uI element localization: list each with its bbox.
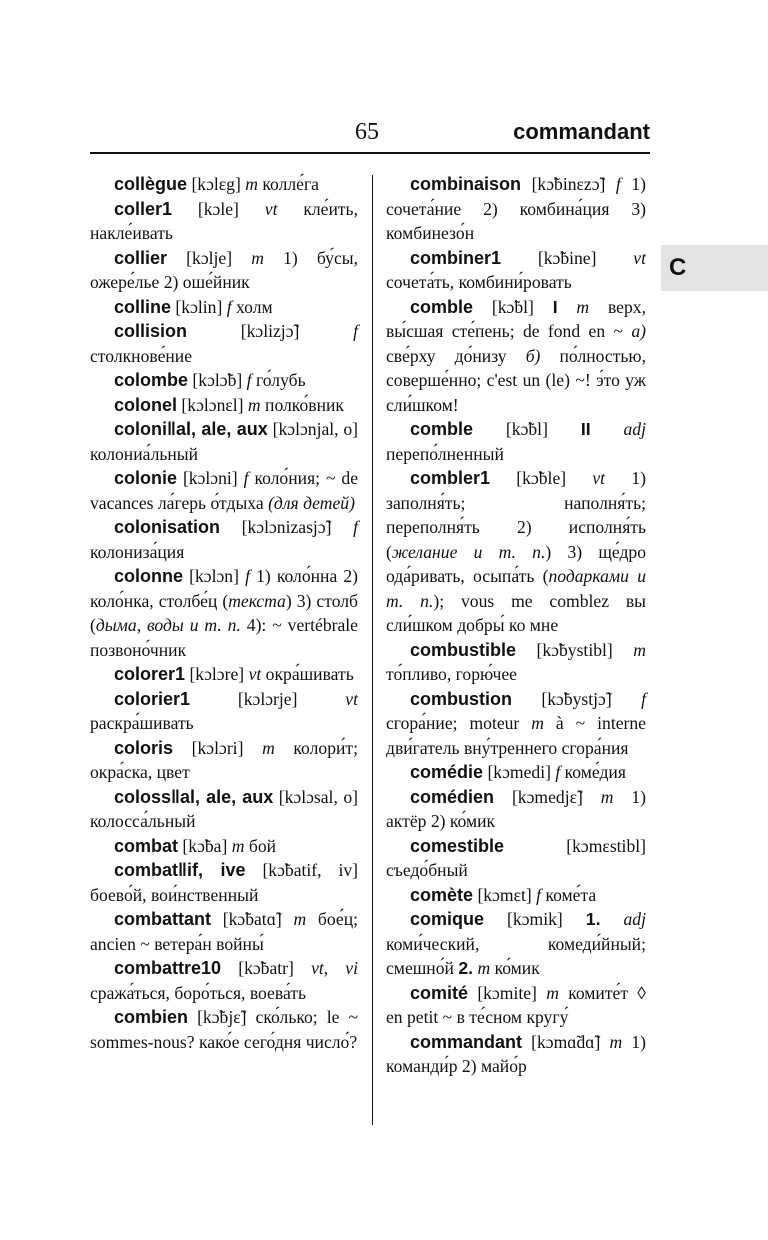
grammar-label: vt bbox=[633, 247, 646, 268]
transcription: [kɔlizjɔ̃] bbox=[240, 321, 300, 341]
grammar-label: дыма, воды и т. п. bbox=[95, 615, 241, 635]
dictionary-entry bbox=[90, 956, 358, 1005]
transcription: [kɔlɔsal, o] bbox=[278, 786, 358, 807]
transcription: [kɔlin] bbox=[175, 296, 223, 317]
thumb-index-tab bbox=[661, 245, 768, 291]
grammar-label: текста bbox=[228, 590, 286, 611]
translation: колори́т; окра́ска, цвет bbox=[90, 737, 358, 782]
homonym-superscript: 1 bbox=[180, 688, 191, 709]
dictionary-entry bbox=[90, 368, 358, 393]
headword: combustion bbox=[410, 688, 512, 709]
headword: collision bbox=[114, 321, 188, 341]
grammar-label: f bbox=[243, 468, 249, 488]
grammar-label: f bbox=[353, 321, 358, 341]
transcription: [kɔlɔn] bbox=[189, 566, 239, 586]
headword: coloris bbox=[114, 737, 174, 758]
dictionary-entry bbox=[386, 638, 646, 687]
headword: combat bbox=[114, 835, 179, 856]
headword: colonie bbox=[114, 468, 178, 488]
grammar-label: f bbox=[246, 370, 252, 390]
translation: сгора́ние; moteur bbox=[386, 713, 520, 733]
headword: colombe bbox=[114, 370, 189, 390]
translation: перепо́лненный bbox=[386, 443, 504, 464]
translation: 4): ~ vertébrale позвоно́чник bbox=[90, 615, 358, 660]
transcription: [kɔ̃binɛzɔ̃] bbox=[531, 174, 606, 194]
grammar-label: m bbox=[231, 835, 245, 856]
grammar-label: m bbox=[576, 296, 590, 317]
dictionary-entry bbox=[386, 981, 646, 1030]
grammar-label: vt bbox=[592, 468, 606, 488]
headword: comble bbox=[410, 296, 474, 317]
transcription: [kɔ̃bystjɔ̃] bbox=[541, 688, 612, 709]
headword: comète bbox=[410, 884, 474, 905]
headword: coloni‖al, ale, aux bbox=[114, 419, 268, 439]
headword: coloss‖al, ale, aux bbox=[114, 786, 274, 807]
grammar-label: f bbox=[641, 688, 646, 709]
translation: коме́дия bbox=[564, 762, 626, 782]
grammar-label: f bbox=[353, 517, 358, 537]
headword: colonne bbox=[114, 566, 184, 586]
translation: сража́ться, боро́ться, воева́ть bbox=[90, 982, 307, 1003]
transcription: [kɔmɛt] bbox=[477, 884, 532, 905]
transcription: [kɔmedjɛ̃] bbox=[511, 786, 583, 807]
dictionary-entry bbox=[90, 907, 358, 956]
dictionary-entry bbox=[90, 785, 358, 834]
grammar-label: m bbox=[477, 958, 491, 978]
translation: à ~ interne дви́гатель вну́треннего сгора́ния bbox=[386, 713, 646, 758]
grammar-label: vt bbox=[248, 664, 262, 684]
dictionary-entry bbox=[90, 736, 358, 785]
translation: коми́ческий, комеди́йный; смешно́й bbox=[386, 933, 646, 978]
grammar-label: а) bbox=[631, 321, 646, 341]
transcription: [kɔmɛstibl] bbox=[566, 835, 646, 856]
transcription: [kɔlɔrje] bbox=[237, 688, 298, 709]
transcription: [kɔ̃batr] bbox=[238, 958, 294, 978]
dictionary-entry bbox=[386, 246, 646, 295]
homonym-superscript: 1 bbox=[491, 247, 502, 268]
headword: colorier bbox=[114, 688, 181, 709]
grammar-label: m bbox=[609, 1031, 623, 1052]
dictionary-entry bbox=[90, 197, 358, 246]
translation: ко́мик bbox=[494, 958, 540, 978]
homonym-superscript: 1 bbox=[480, 468, 491, 488]
grammar-label: f bbox=[536, 884, 542, 905]
grammar-label: (для детей) bbox=[268, 492, 355, 513]
dictionary-entry bbox=[386, 785, 646, 834]
grammar-label: vt bbox=[264, 198, 278, 219]
sense-number: 2. bbox=[458, 958, 474, 978]
headword: coller bbox=[114, 198, 163, 219]
translation: колле́га bbox=[262, 174, 319, 194]
headword: combinaison bbox=[410, 174, 522, 194]
homonym-superscript: 1 bbox=[162, 198, 173, 219]
translation: кле́ить, накле́ивать bbox=[90, 198, 358, 243]
translation: бой bbox=[248, 835, 277, 856]
dictionary-entry bbox=[90, 172, 358, 197]
translation: съедо́бный bbox=[386, 860, 468, 880]
grammar-label: m bbox=[262, 737, 275, 758]
transcription: [kɔle] bbox=[197, 198, 239, 219]
grammar-label: f bbox=[245, 566, 250, 586]
headword: combat‖if, ive bbox=[114, 860, 246, 880]
grammar-label: m bbox=[251, 247, 264, 268]
headword: comédie bbox=[410, 762, 484, 782]
sense-number: I bbox=[552, 296, 558, 317]
headword: comité bbox=[410, 982, 469, 1003]
dictionary-entry bbox=[386, 1030, 646, 1079]
homonym-superscript: 10 bbox=[201, 958, 222, 978]
dictionary-entry bbox=[90, 662, 358, 687]
dictionary-entry bbox=[90, 515, 358, 564]
transcription: [kɔlɔnɛl] bbox=[181, 394, 244, 415]
column-divider bbox=[372, 175, 373, 1125]
translation: столкнове́ние bbox=[90, 345, 193, 366]
transcription: [kɔ̃batɑ̃] bbox=[222, 909, 282, 929]
headword: combustible bbox=[410, 639, 517, 660]
grammar-label: б) bbox=[525, 345, 541, 366]
transcription: [kɔlɔre] bbox=[189, 664, 245, 684]
translation: то́пливо, горю́чее bbox=[386, 664, 517, 684]
translation: колониза́ция bbox=[90, 541, 185, 562]
translation: холм bbox=[236, 296, 273, 317]
transcription: [kɔ̃bine] bbox=[537, 247, 597, 268]
headword: comble bbox=[410, 419, 474, 439]
transcription: [kɔmedi] bbox=[487, 762, 551, 782]
translation: ); vous me comblez вы сли́шком добры́ ко мне bbox=[386, 590, 646, 635]
transcription: [kɔlɛg] bbox=[191, 174, 241, 194]
translation: ) 3) столб ( bbox=[90, 590, 358, 635]
headword: collègue bbox=[114, 174, 188, 194]
headword: combattant bbox=[114, 909, 212, 929]
dictionary-entry bbox=[90, 417, 358, 466]
dictionary-entry bbox=[90, 858, 358, 907]
translation: 1) команди́р 2) майо́р bbox=[386, 1031, 646, 1076]
thumb-index-letter: C bbox=[669, 254, 687, 281]
transcription: [kɔ̃ble] bbox=[516, 468, 567, 488]
translation: раскра́шивать bbox=[90, 713, 194, 733]
grammar-label: vt, vi bbox=[311, 958, 358, 978]
homonym-superscript: 1 bbox=[175, 664, 186, 684]
translation: 1) заполня́ть; наполня́ть; переполня́ть 2) исполня́ть ( bbox=[386, 468, 646, 562]
dictionary-entry bbox=[90, 1005, 358, 1054]
grammar-label: m bbox=[293, 909, 307, 929]
headword: colonisation bbox=[114, 517, 221, 537]
translation: полко́вник bbox=[265, 394, 344, 415]
transcription: [kɔ̃bl] bbox=[505, 419, 548, 439]
grammar-label: m bbox=[600, 786, 614, 807]
translation: го́лубь bbox=[255, 370, 306, 390]
grammar-label: m bbox=[245, 174, 258, 194]
translation: бое́ц; ancien ~ ветера́н войны́ bbox=[90, 909, 358, 954]
translation: комите́т ◊ en petit ~ в те́сном кругу́ bbox=[386, 982, 647, 1027]
dictionary-entry bbox=[90, 564, 358, 662]
dictionary-entry bbox=[90, 466, 358, 515]
transcription: [kɔ̃bjɛ̃] bbox=[197, 1007, 247, 1027]
dictionary-entry bbox=[386, 295, 646, 418]
headword: colline bbox=[114, 296, 172, 317]
transcription: [kɔlje] bbox=[186, 247, 233, 268]
transcription: [kɔmɑ̃dɑ̃] bbox=[531, 1031, 601, 1052]
transcription: [kɔ̃batif, iv] bbox=[262, 860, 358, 880]
translation: верх, вы́сшая сте́пень; de fond en ~ bbox=[386, 296, 646, 341]
grammar-label: f bbox=[226, 296, 232, 317]
headword: colonel bbox=[114, 394, 178, 415]
dictionary-entry bbox=[386, 760, 646, 785]
dictionary-entry bbox=[386, 883, 646, 908]
translation: колониа́льный bbox=[90, 443, 199, 464]
translation: ско́лько; le ~ sommes-nous? како́е сего́дня число́? bbox=[90, 1007, 358, 1052]
grammar-label: желание и т. п. bbox=[391, 541, 546, 562]
left-column bbox=[90, 172, 358, 1054]
translation: све́рху до́низу bbox=[386, 345, 507, 366]
headword: comédien bbox=[410, 786, 495, 807]
running-head: commandant bbox=[513, 119, 650, 144]
transcription: [kɔ̃bl] bbox=[491, 296, 534, 317]
dictionary-entry bbox=[386, 466, 646, 638]
dictionary-entry bbox=[386, 417, 646, 466]
grammar-label: m bbox=[633, 639, 646, 660]
translation: 1) коло́нна 2) коло́нка, столбе́ц ( bbox=[90, 566, 359, 611]
grammar-label: m bbox=[247, 394, 261, 415]
translation: ) 3) ще́дро ода́ривать, осыпа́ть ( bbox=[386, 541, 647, 586]
transcription: [kɔlɔnjal, o] bbox=[272, 419, 359, 439]
headword: combiner bbox=[410, 247, 492, 268]
headword: combler bbox=[410, 468, 481, 488]
headword: comique bbox=[410, 909, 485, 929]
translation: 1) бу́сы, ожере́лье 2) оше́йник bbox=[90, 247, 358, 292]
translation: колосса́льный bbox=[90, 811, 196, 831]
translation: 1) сочета́ние 2) комбина́ция 3) комбинезо́н bbox=[386, 174, 647, 243]
translation: боево́й, вои́нственный bbox=[90, 884, 259, 905]
sense-number: 1. bbox=[585, 909, 601, 929]
dictionary-entry bbox=[386, 687, 646, 761]
transcription: [kɔmite] bbox=[477, 982, 537, 1003]
headword: comestible bbox=[410, 835, 505, 856]
translation: по́лностью, соверше́нно; c'est un (le) ~! э́то уж сли́шком! bbox=[386, 345, 646, 415]
translation: сочета́ть, комбини́ровать bbox=[386, 272, 572, 292]
headword: colorer bbox=[114, 664, 176, 684]
page-header bbox=[90, 115, 650, 151]
transcription: [kɔlɔnizasjɔ̃] bbox=[241, 517, 332, 537]
dictionary-entry bbox=[90, 393, 358, 418]
grammar-label: adj bbox=[623, 909, 646, 929]
transcription: [kɔlɔri] bbox=[191, 737, 244, 758]
dictionary-entry bbox=[386, 834, 646, 883]
dictionary-entry bbox=[386, 907, 646, 981]
dictionary-entry bbox=[90, 319, 358, 368]
headword: combattre bbox=[114, 958, 202, 978]
headword: collier bbox=[114, 247, 168, 268]
page-number: 65 bbox=[355, 119, 379, 145]
transcription: [kɔ̃ba] bbox=[182, 835, 228, 856]
grammar-label: f bbox=[555, 762, 561, 782]
grammar-label: f bbox=[615, 174, 621, 194]
translation: окра́шивать bbox=[265, 664, 354, 684]
transcription: [kɔlɔni] bbox=[182, 468, 238, 488]
dictionary-entry bbox=[90, 687, 358, 736]
grammar-label: m bbox=[531, 713, 544, 733]
header-rule bbox=[90, 152, 650, 154]
grammar-label: vt bbox=[345, 688, 358, 709]
translation: 1) актёр 2) ко́мик bbox=[386, 786, 647, 831]
translation: коло́ния; ~ de vacances ла́герь о́тдыха bbox=[90, 468, 359, 513]
transcription: [kɔ̃bystibl] bbox=[536, 639, 613, 660]
right-column bbox=[386, 172, 646, 1079]
transcription: [kɔmik] bbox=[507, 909, 563, 929]
dictionary-entry bbox=[90, 295, 358, 320]
grammar-label: подарками и т. п. bbox=[386, 566, 646, 611]
headword: commandant bbox=[410, 1031, 523, 1052]
grammar-label: m bbox=[546, 982, 559, 1003]
dictionary-entry bbox=[386, 172, 646, 246]
dictionary-entry bbox=[90, 246, 358, 295]
transcription: [kɔlɔ̃b] bbox=[192, 370, 243, 390]
dictionary-entry bbox=[90, 834, 358, 859]
grammar-label: adj bbox=[623, 419, 646, 439]
translation: коме́та bbox=[545, 884, 597, 905]
sense-number: II bbox=[580, 419, 591, 439]
headword: combien bbox=[114, 1007, 189, 1027]
